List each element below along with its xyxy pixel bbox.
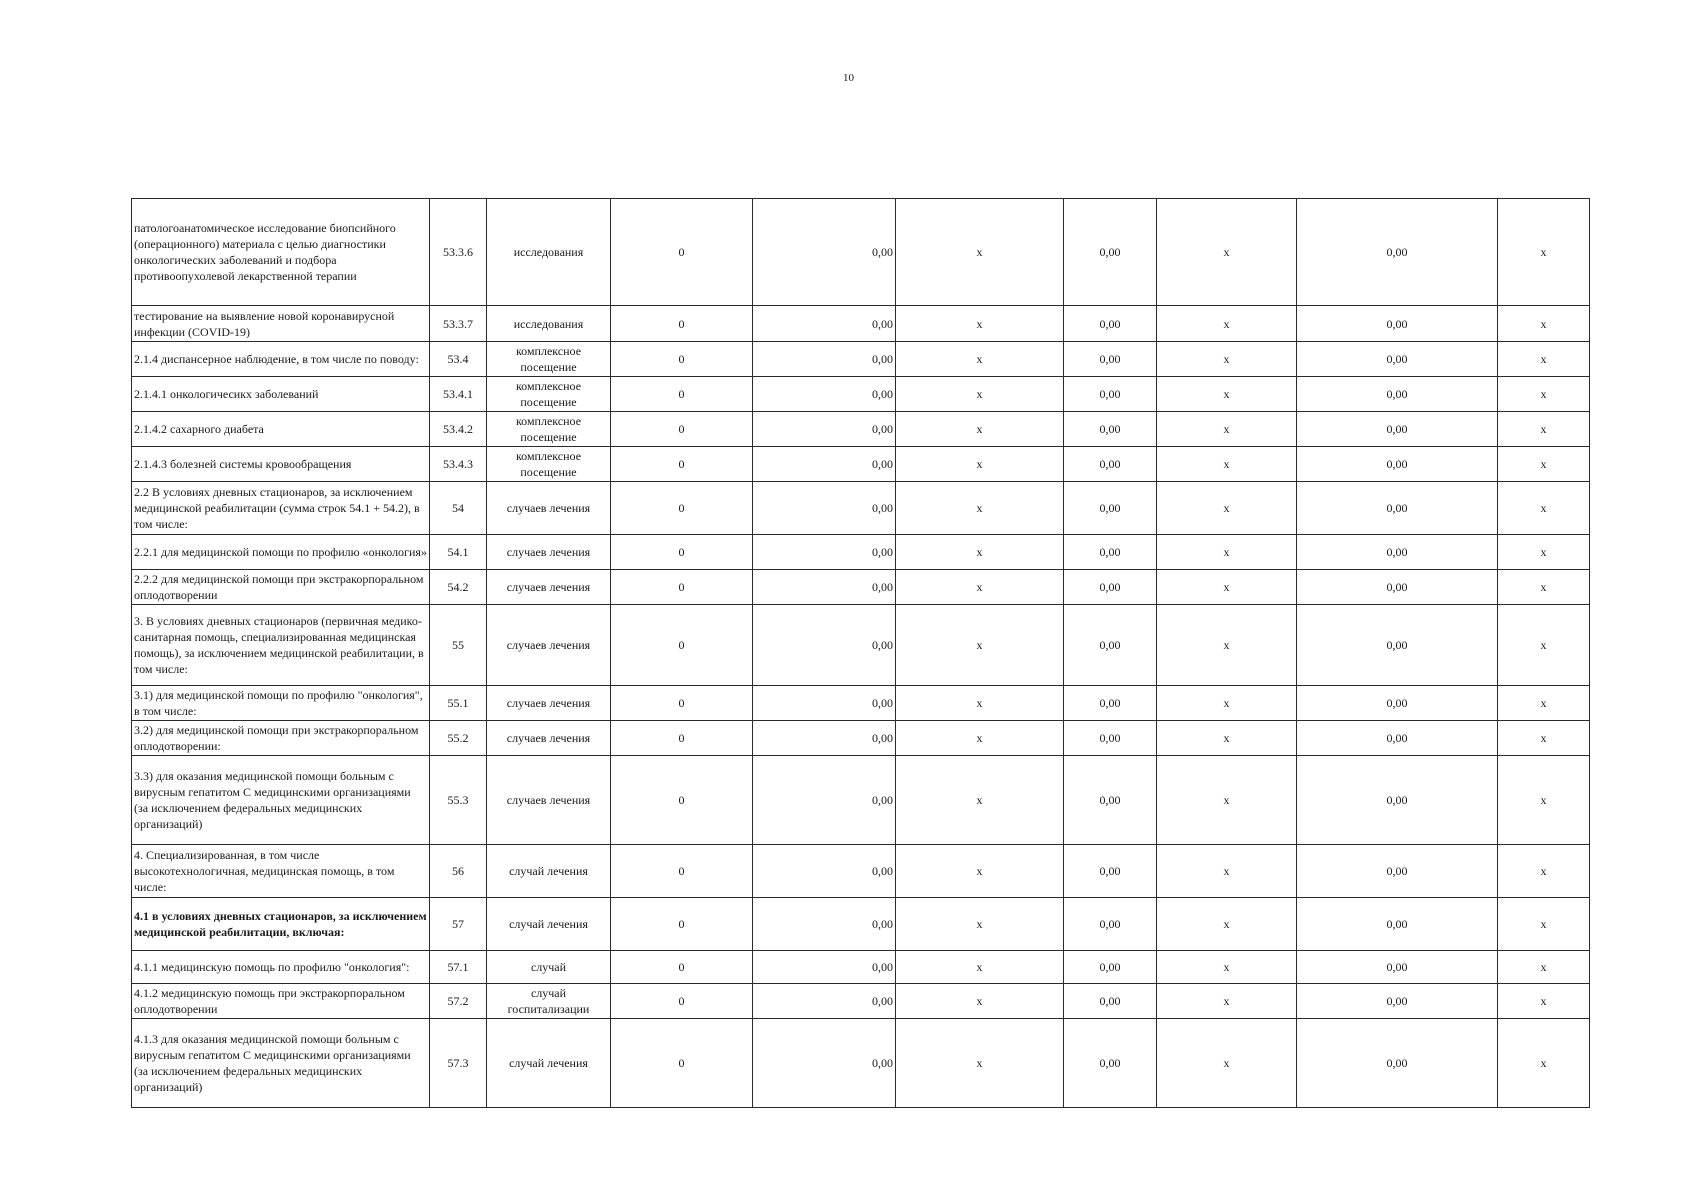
- row-value-4: 0,00: [1064, 898, 1157, 951]
- row-value-7: x: [1498, 1019, 1590, 1108]
- row-value-3: x: [896, 199, 1064, 306]
- row-name: 4.1 в условиях дневных стационаров, за исключением медицинской реабилитации, включая:: [132, 898, 430, 951]
- row-value-4: 0,00: [1064, 447, 1157, 482]
- row-unit: исследования: [487, 199, 611, 306]
- row-code: 57.3: [430, 1019, 487, 1108]
- row-code: 53.4.2: [430, 412, 487, 447]
- row-value-6: 0,00: [1297, 898, 1498, 951]
- row-value-5: x: [1157, 570, 1297, 605]
- row-unit: случай лечения: [487, 1019, 611, 1108]
- row-code: 54.2: [430, 570, 487, 605]
- row-value-6: 0,00: [1297, 199, 1498, 306]
- row-value-7: x: [1498, 756, 1590, 845]
- row-value-1: 0: [611, 199, 753, 306]
- row-value-5: x: [1157, 951, 1297, 984]
- row-value-6: 0,00: [1297, 412, 1498, 447]
- row-value-5: x: [1157, 686, 1297, 721]
- row-value-4: 0,00: [1064, 984, 1157, 1019]
- row-value-1: 0: [611, 1019, 753, 1108]
- row-value-5: x: [1157, 199, 1297, 306]
- row-code: 53.4: [430, 342, 487, 377]
- row-value-6: 0,00: [1297, 447, 1498, 482]
- row-value-3: x: [896, 984, 1064, 1019]
- row-name: 2.2.1 для медицинской помощи по профилю «онкология»: [132, 535, 430, 570]
- volume-table: [131, 198, 1590, 1108]
- row-value-7: x: [1498, 605, 1590, 686]
- row-name: 2.2.2 для медицинской помощи при экстракорпоральном оплодотворении: [132, 570, 430, 605]
- row-value-1: 0: [611, 306, 753, 342]
- row-value-7: x: [1498, 199, 1590, 306]
- row-name: 4. Специализированная, в том числе высокотехнологичная, медицинская помощь, в том числе:: [132, 845, 430, 898]
- row-value-6: 0,00: [1297, 306, 1498, 342]
- row-value-2: 0,00: [753, 306, 896, 342]
- row-value-1: 0: [611, 756, 753, 845]
- table-row: [132, 447, 1590, 482]
- row-value-5: x: [1157, 984, 1297, 1019]
- row-value-5: x: [1157, 1019, 1297, 1108]
- row-value-7: x: [1498, 686, 1590, 721]
- row-unit: случай лечения: [487, 898, 611, 951]
- row-value-6: 0,00: [1297, 721, 1498, 756]
- row-value-3: x: [896, 1019, 1064, 1108]
- row-value-7: x: [1498, 898, 1590, 951]
- row-unit: комплексное посещение: [487, 342, 611, 377]
- row-value-5: x: [1157, 845, 1297, 898]
- row-code: 53.4.1: [430, 377, 487, 412]
- row-value-1: 0: [611, 984, 753, 1019]
- row-value-3: x: [896, 686, 1064, 721]
- row-value-4: 0,00: [1064, 951, 1157, 984]
- row-name: 4.1.1 медицинскую помощь по профилю "онкология":: [132, 951, 430, 984]
- row-value-7: x: [1498, 845, 1590, 898]
- row-value-2: 0,00: [753, 721, 896, 756]
- row-value-3: x: [896, 845, 1064, 898]
- row-name: 2.1.4 диспансерное наблюдение, в том числе по поводу:: [132, 342, 430, 377]
- row-value-6: 0,00: [1297, 377, 1498, 412]
- row-code: 57.2: [430, 984, 487, 1019]
- row-value-2: 0,00: [753, 898, 896, 951]
- row-value-5: x: [1157, 447, 1297, 482]
- row-value-6: 0,00: [1297, 845, 1498, 898]
- row-value-2: 0,00: [753, 951, 896, 984]
- row-code: 53.3.7: [430, 306, 487, 342]
- row-value-6: 0,00: [1297, 984, 1498, 1019]
- row-code: 53.3.6: [430, 199, 487, 306]
- table-row: [132, 342, 1590, 377]
- table-row: [132, 377, 1590, 412]
- row-name: 3.1) для медицинской помощи по профилю "онкология", в том числе:: [132, 686, 430, 721]
- row-value-5: x: [1157, 482, 1297, 535]
- row-value-3: x: [896, 342, 1064, 377]
- row-value-1: 0: [611, 951, 753, 984]
- row-value-2: 0,00: [753, 605, 896, 686]
- row-value-2: 0,00: [753, 1019, 896, 1108]
- row-code: 53.4.3: [430, 447, 487, 482]
- row-code: 55.2: [430, 721, 487, 756]
- row-value-6: 0,00: [1297, 535, 1498, 570]
- row-code: 55.1: [430, 686, 487, 721]
- row-value-5: x: [1157, 342, 1297, 377]
- row-value-1: 0: [611, 570, 753, 605]
- row-name: 4.1.2 медицинскую помощь при экстракорпоральном оплодотворении: [132, 984, 430, 1019]
- row-value-7: x: [1498, 412, 1590, 447]
- row-value-5: x: [1157, 535, 1297, 570]
- row-value-1: 0: [611, 845, 753, 898]
- row-unit: случаев лечения: [487, 482, 611, 535]
- row-value-1: 0: [611, 447, 753, 482]
- row-unit: комплексное посещение: [487, 412, 611, 447]
- row-value-7: x: [1498, 447, 1590, 482]
- row-name: 3.2) для медицинской помощи при экстракорпоральном оплодотворении:: [132, 721, 430, 756]
- table-row: [132, 482, 1590, 535]
- row-value-2: 0,00: [753, 199, 896, 306]
- row-value-5: x: [1157, 605, 1297, 686]
- row-value-5: x: [1157, 377, 1297, 412]
- row-value-7: x: [1498, 377, 1590, 412]
- row-value-7: x: [1498, 306, 1590, 342]
- row-value-4: 0,00: [1064, 482, 1157, 535]
- row-value-1: 0: [611, 412, 753, 447]
- table-row: [132, 1019, 1590, 1108]
- row-value-1: 0: [611, 535, 753, 570]
- row-code: 57.1: [430, 951, 487, 984]
- row-value-4: 0,00: [1064, 412, 1157, 447]
- row-value-1: 0: [611, 721, 753, 756]
- row-name: 2.2 В условиях дневных стационаров, за исключением медицинской реабилитации (сумма строк 54.1 + 54.2), в том числе:: [132, 482, 430, 535]
- row-value-2: 0,00: [753, 377, 896, 412]
- row-value-1: 0: [611, 686, 753, 721]
- row-value-6: 0,00: [1297, 1019, 1498, 1108]
- row-value-6: 0,00: [1297, 686, 1498, 721]
- row-value-1: 0: [611, 482, 753, 535]
- row-value-6: 0,00: [1297, 605, 1498, 686]
- row-value-4: 0,00: [1064, 535, 1157, 570]
- row-value-7: x: [1498, 570, 1590, 605]
- table-row: [132, 951, 1590, 984]
- row-value-6: 0,00: [1297, 342, 1498, 377]
- row-value-6: 0,00: [1297, 951, 1498, 984]
- row-unit: случаев лечения: [487, 721, 611, 756]
- row-code: 54.1: [430, 535, 487, 570]
- table-row: [132, 412, 1590, 447]
- row-value-1: 0: [611, 342, 753, 377]
- row-value-6: 0,00: [1297, 482, 1498, 535]
- table-row: [132, 570, 1590, 605]
- row-value-7: x: [1498, 721, 1590, 756]
- row-code: 56: [430, 845, 487, 898]
- row-value-5: x: [1157, 306, 1297, 342]
- row-value-5: x: [1157, 898, 1297, 951]
- row-value-7: x: [1498, 951, 1590, 984]
- row-code: 54: [430, 482, 487, 535]
- row-value-2: 0,00: [753, 412, 896, 447]
- table-row: [132, 756, 1590, 845]
- row-name: 4.1.3 для оказания медицинской помощи больным с вирусным гепатитом С медицинскими организациями (за исключением федеральных медицинских организаций): [132, 1019, 430, 1108]
- row-value-2: 0,00: [753, 482, 896, 535]
- row-value-3: x: [896, 412, 1064, 447]
- row-value-1: 0: [611, 898, 753, 951]
- row-value-4: 0,00: [1064, 342, 1157, 377]
- table-row: [132, 845, 1590, 898]
- row-value-1: 0: [611, 605, 753, 686]
- row-unit: случай госпитализации: [487, 984, 611, 1019]
- row-unit: комплексное посещение: [487, 447, 611, 482]
- row-value-4: 0,00: [1064, 377, 1157, 412]
- row-value-7: x: [1498, 482, 1590, 535]
- row-value-3: x: [896, 951, 1064, 984]
- row-value-4: 0,00: [1064, 756, 1157, 845]
- row-value-6: 0,00: [1297, 756, 1498, 845]
- row-value-4: 0,00: [1064, 199, 1157, 306]
- table-body: [132, 199, 1590, 1108]
- row-value-3: x: [896, 756, 1064, 845]
- row-unit: комплексное посещение: [487, 377, 611, 412]
- table-row: [132, 199, 1590, 306]
- table-row: [132, 306, 1590, 342]
- row-unit: случай: [487, 951, 611, 984]
- table-row: [132, 686, 1590, 721]
- row-code: 55.3: [430, 756, 487, 845]
- row-value-3: x: [896, 535, 1064, 570]
- row-value-5: x: [1157, 756, 1297, 845]
- row-value-7: x: [1498, 535, 1590, 570]
- row-value-2: 0,00: [753, 984, 896, 1019]
- row-value-3: x: [896, 482, 1064, 535]
- table-row: [132, 721, 1590, 756]
- row-value-3: x: [896, 898, 1064, 951]
- row-value-3: x: [896, 570, 1064, 605]
- row-value-3: x: [896, 447, 1064, 482]
- row-value-7: x: [1498, 342, 1590, 377]
- row-value-4: 0,00: [1064, 686, 1157, 721]
- table-row: [132, 898, 1590, 951]
- row-value-6: 0,00: [1297, 570, 1498, 605]
- row-name: 3.3) для оказания медицинской помощи больным с вирусным гепатитом С медицинскими организациями (за исключением федеральных медицинских организаций): [132, 756, 430, 845]
- row-value-4: 0,00: [1064, 306, 1157, 342]
- table-row: [132, 984, 1590, 1019]
- row-value-5: x: [1157, 412, 1297, 447]
- row-code: 55: [430, 605, 487, 686]
- row-unit: случаев лечения: [487, 605, 611, 686]
- row-value-4: 0,00: [1064, 845, 1157, 898]
- table-row: [132, 605, 1590, 686]
- row-value-7: x: [1498, 984, 1590, 1019]
- row-value-2: 0,00: [753, 686, 896, 721]
- row-value-2: 0,00: [753, 570, 896, 605]
- row-unit: исследования: [487, 306, 611, 342]
- row-unit: случаев лечения: [487, 686, 611, 721]
- row-value-3: x: [896, 306, 1064, 342]
- row-name: 2.1.4.1 онкологичесикх заболеваний: [132, 377, 430, 412]
- row-value-3: x: [896, 721, 1064, 756]
- row-value-2: 0,00: [753, 535, 896, 570]
- row-value-2: 0,00: [753, 447, 896, 482]
- row-value-2: 0,00: [753, 845, 896, 898]
- row-name: тестирование на выявление новой коронавирусной инфекции (COVID-19): [132, 306, 430, 342]
- row-value-2: 0,00: [753, 756, 896, 845]
- row-unit: случаев лечения: [487, 570, 611, 605]
- row-code: 57: [430, 898, 487, 951]
- row-name: 3. В условиях дневных стационаров (первичная медико-санитарная помощь, специализированная медицинская помощь), за исключением медицинской реабилитации, в том числе:: [132, 605, 430, 686]
- row-name: 2.1.4.3 болезней системы кровообращения: [132, 447, 430, 482]
- row-unit: случай лечения: [487, 845, 611, 898]
- row-value-4: 0,00: [1064, 605, 1157, 686]
- row-value-4: 0,00: [1064, 1019, 1157, 1108]
- row-name: 2.1.4.2 сахарного диабета: [132, 412, 430, 447]
- row-value-3: x: [896, 605, 1064, 686]
- table-row: [132, 535, 1590, 570]
- row-value-3: x: [896, 377, 1064, 412]
- row-value-4: 0,00: [1064, 570, 1157, 605]
- row-name: патологоанатомическое исследование биопсийного (операционного) материала с целью диагностики онкологических заболеваний и подбора противоопухолевой лекарственной терапии: [132, 199, 430, 306]
- row-value-2: 0,00: [753, 342, 896, 377]
- row-value-4: 0,00: [1064, 721, 1157, 756]
- row-unit: случаев лечения: [487, 756, 611, 845]
- row-value-5: x: [1157, 721, 1297, 756]
- row-value-1: 0: [611, 377, 753, 412]
- row-unit: случаев лечения: [487, 535, 611, 570]
- page-number: 10: [843, 72, 854, 84]
